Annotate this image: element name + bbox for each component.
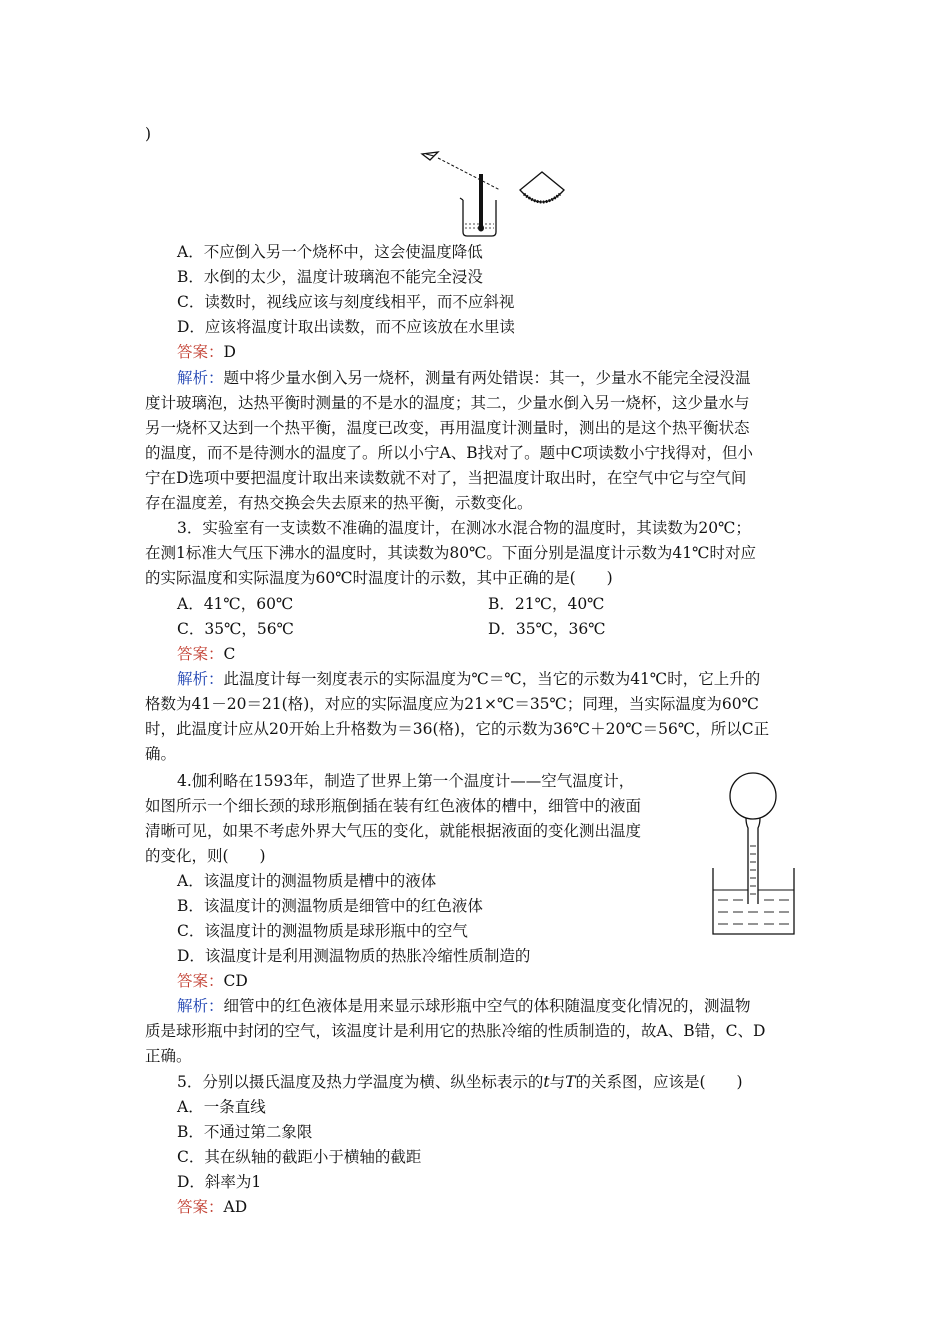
q4-option-c: C．该温度计的测温物质是球形瓶中的空气 [177,922,468,940]
q4-option-b: B．该温度计的测温物质是细管中的红色液体 [177,897,483,915]
analysis-label: 解析： [177,997,224,1015]
q3-answer [177,644,235,664]
q2-option-d: D．应该将温度计取出读数，而不应该放在水里读 [177,318,515,336]
answer-label: 答案： [177,343,224,361]
q2-figure [418,148,578,238]
q5-stem-post: 的关系图，应该是( ) [575,1073,743,1091]
q5-answer-value: AD [223,1198,248,1216]
q2-option-c: C．读数时，视线应该与刻度线相平，而不应斜视 [177,293,515,311]
q2-analysis-text: 题中将少量水倒入另一烧杯，测量有两处错误：其一，少量水不能完全浸没温 [223,369,751,387]
q4-answer-value: CD [223,972,248,990]
q3-analysis-line-3: 时，此温度计应从20开始上升格数为＝36(格)，它的示数为36℃＋20℃＝56℃，所以C正 [145,720,770,738]
q4-analysis-line-2: 质是球形瓶中封闭的空气，该温度计是利用它的热胀冷缩的性质制造的，故A、B错，C、D [145,1022,766,1040]
q3-answer-value: C [223,645,236,663]
q4-option-a: A．该温度计的测温物质是槽中的液体 [177,872,437,890]
q2-answer-value: D [223,343,236,361]
q2-option-b: B．水倒的太少，温度计玻璃泡不能完全浸没 [177,268,483,286]
q4-stem-line-1: 4.伽利略在1593年，制造了世界上第一个温度计——空气温度计， [177,772,635,790]
q2-answer [177,342,236,362]
q2-analysis-line-5: 宁在D选项中要把温度计取出来读数就不对了，当把温度计取出时，在空气中它与空气间 [145,469,747,487]
q5-var-T: T [565,1073,576,1091]
q3-stem-line-2: 在测1标准大气压下沸水的温度时，其读数为80℃。下面分别是温度计示数为41℃时对应 [145,544,756,562]
q3-analysis-text: 此温度计每一刻度表示的实际温度为℃＝℃，当它的示数为41℃时，它上升的 [223,670,761,688]
q3-option-d: D．35℃，36℃ [488,620,606,638]
q2-option-a: A．不应倒入另一个烧杯中，这会使温度降低 [177,243,483,261]
q2-analysis-line-4: 的温度，而不是待测水的温度了。所以小宁A、B找对了。题中C项读数小宁找得对，但小 [145,444,753,462]
q5-stem [177,1072,743,1092]
q5-option-b: B．不通过第二象限 [177,1123,313,1141]
q2-analysis-line-6: 存在温度差，有热交换会失去原来的热平衡，示数变化。 [145,494,533,512]
q3-option-b: B．21℃，40℃ [488,595,605,613]
answer-label: 答案： [177,1198,224,1216]
q4-analysis-line-3: 正确。 [145,1047,192,1065]
q5-var-t: t [543,1073,550,1091]
q4-stem-line-2: 如图所示一个细长颈的球形瓶倒插在装有红色液体的槽中，细管中的液面 [145,797,642,815]
continued-paren: ) [145,125,152,143]
q4-answer [177,971,248,991]
q5-option-a: A．一条直线 [177,1098,266,1116]
q4-analysis-line-1 [177,996,751,1016]
q3-stem-line-1: 3．实验室有一支读数不准确的温度计，在测冰水混合物的温度时，其读数为20℃； [177,519,751,537]
q5-stem-pre: 5．分别以摄氏温度及热力学温度为横、纵坐标表示的 [177,1073,544,1091]
q3-analysis-line-4: 确。 [145,745,177,763]
q4-option-d: D．该温度计是利用测温物质的热胀冷缩性质制造的 [177,947,531,965]
q2-analysis-line-1 [177,368,751,388]
q3-option-c: C．35℃，56℃ [177,620,294,638]
q3-option-a: A．41℃，60℃ [177,595,294,613]
q5-answer [177,1197,247,1217]
analysis-label: 解析： [177,670,224,688]
q5-stem-mid: 与 [549,1073,566,1091]
q5-option-d: D．斜率为1 [177,1173,262,1191]
q3-analysis-line-2: 格数为41－20＝21(格)，对应的实际温度应为21×℃＝35℃；同理，当实际温度为60℃ [145,695,759,713]
analysis-label: 解析： [177,369,224,387]
q5-option-c: C．其在纵轴的截距小于横轴的截距 [177,1148,422,1166]
q4-air-thermometer-figure [708,772,798,942]
q3-analysis-line-1 [177,669,760,689]
answer-label: 答案： [177,645,224,663]
q4-analysis-text: 细管中的红色液体是用来显示球形瓶中空气的体积随温度变化情况的，测温物 [223,997,751,1015]
q3-stem-line-3: 的实际温度和实际温度为60℃时温度计的示数，其中正确的是( ) [145,569,613,587]
q4-stem-line-4: 的变化，则( ) [145,847,266,865]
q2-analysis-line-3: 另一烧杯又达到一个热平衡，温度已改变，再用温度计测量时，测出的是这个热平衡状态 [145,419,750,437]
q2-analysis-line-2: 度计玻璃泡，达热平衡时测量的不是水的温度；其二，少量水倒入另一烧杯，这少量水与 [145,394,750,412]
q4-stem-line-3: 清晰可见，如果不考虑外界大气压的变化，就能根据液面的变化测出温度 [145,822,642,840]
answer-label: 答案： [177,972,224,990]
